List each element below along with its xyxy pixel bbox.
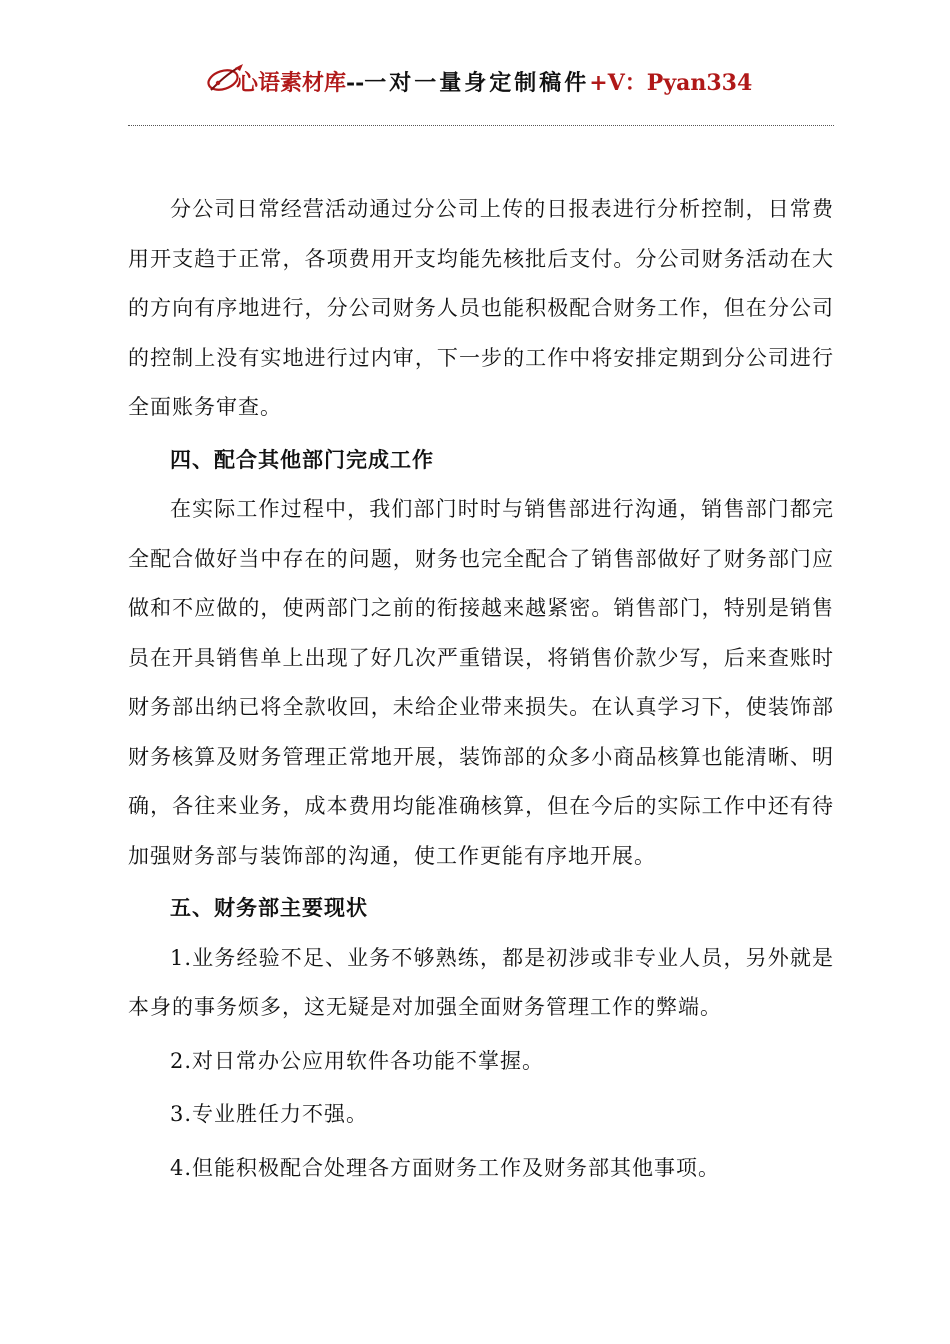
section-heading-5: 五、财务部主要现状 — [170, 896, 368, 920]
list-item-4: 4.但能积极配合处理各方面财务工作及财务部其他事项。 — [170, 1155, 721, 1180]
header-brand-line — [236, 66, 752, 97]
brand-slogan: 一对一量身定制稿件 — [364, 70, 590, 96]
header-divider — [128, 125, 834, 126]
paragraph-branch-control: 分公司日常经营活动通过分公司上传的日报表进行分析控制，日常费用开支趋于正常，各项费用开支均能先核批后支付。分公司财务活动在大的方向有序地进行，分公司财务人员也能积极配合财务工作，但在分公司的控制上没有实地进行过内审，下一步的工作中将安排定期到分公司进行全面账务审查。 — [128, 197, 834, 419]
list-item-3: 3.专业胜任力不强。 — [170, 1102, 369, 1126]
list-item-2: 2.对日常办公应用软件各功能不掌握。 — [170, 1048, 545, 1073]
list-item-1: 1.业务经验不足、业务不够熟练，都是初涉或非专业人员，另外就是本身的事务烦多，这无疑是对加强全面财务管理工作的弊端。 — [128, 945, 834, 1019]
section-heading-4: 四、配合其他部门完成工作 — [170, 447, 434, 472]
page-header — [0, 62, 950, 102]
brand-separator: -- — [346, 70, 365, 96]
document-body — [128, 185, 834, 1193]
brand-name: 心语素材库 — [236, 70, 347, 96]
brand-contact: +V：Pyan334 — [589, 70, 753, 96]
paragraph-cooperation: 在实际工作过程中，我们部门时时与销售部进行沟通，销售部门都完全配合做好当中存在的问题，财务也完全配合了销售部做好了财务部门应做和不应做的，使两部门之前的衔接越来越紧密。销售部门，特别是销售员在开具销售单上出现了好几次严重错误，将销售价款少写，后来查账时财务部出纳已将全款收回，未给企业带来损失。在认真学习下，使装饰部财务核算及财务管理正常地开展，装饰部的众多小商品核算也能清晰、明确，各往来业务，成本费用均能准确核算，但在今后的实际工作中还有待加强财务部与装饰部的沟通，使工作更能有序地开展。 — [128, 497, 834, 868]
